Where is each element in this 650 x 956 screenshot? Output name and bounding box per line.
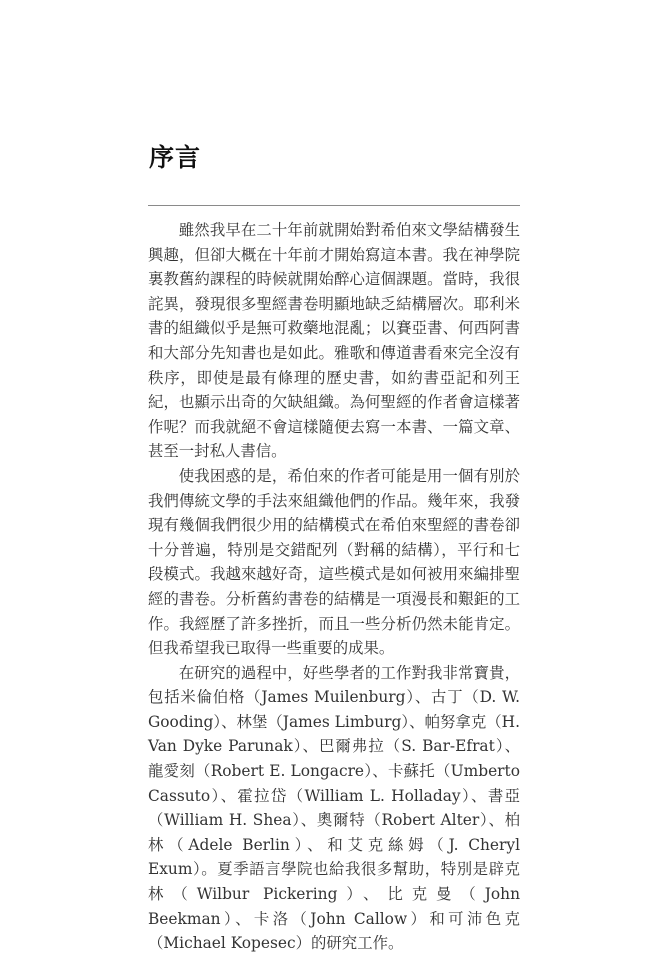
paragraph-1: 雖然我早在二十年前就開始對希伯來文學結構發生興趣，但卻大概在十年前才開始寫這本書。我在神學院裏教舊約課程的時候就開始醉心這個課題。當時，我很詫異，發現很多聖經書卷明顯地缺乏結構層次。耶利米書的組織似乎是無可救藥地混亂；以賽亞書、何西阿書和大部分先知書也是如此。雅歌和傳道書看來完全沒有秩序，即使是最有條理的歷史書，如約書亞記和列王紀，也顯示出奇的欠缺組織。為何聖經的作者會這樣著作呢？而我就絕不會這樣隨便去寫一本書、一篇文章、甚至一封私人書信。	[148, 221, 520, 461]
paragraph-3: 在研究的過程中，好些學者的工作對我非常寶貴，包括米倫伯格（James Muilenburg）、古丁（D. W. Gooding）、林堡（James Limburg）、帕努拿克（H. Van Dyke Parunak）、巴爾弗拉（S. Bar-Efrat）、龍愛刻（Robert E. Longacre）、卡蘇托（Umberto Cassuto）、霍拉岱（William L. Holladay）、書亞（William H. Shea）、奧爾特（Robert Alter）、柏林（Adele Berlin）、和艾克絲姆（J. Cheryl Exum）。夏季語言學院也給我很多幫助，特別是辟克林（Wilbur Pickering）、比克曼（John Beekman）、卡洛（John Callow）和可沛色克（Michael Kopesec）的研究工作。	[148, 663, 520, 953]
page-title: 序言	[149, 143, 202, 172]
title-divider	[148, 205, 520, 206]
paragraph-2: 使我困惑的是，希伯來的作者可能是用一個有別於我們傳統文學的手法來組織他們的作品。幾年來，我發現有幾個我們很少用的結構模式在希伯來聖經的書卷卻十分普遍，特別是交錯配列（對稱的結構），平行和七段模式。我越來越好奇，這些模式是如何被用來編排聖經的書卷。分析舊約書卷的結構是一項漫長和艱鉅的工作。我經歷了許多挫折，而且一些分析仍然未能肯定。但我希望我已取得一些重要的成果。	[148, 466, 520, 658]
preface-body	[148, 218, 520, 956]
